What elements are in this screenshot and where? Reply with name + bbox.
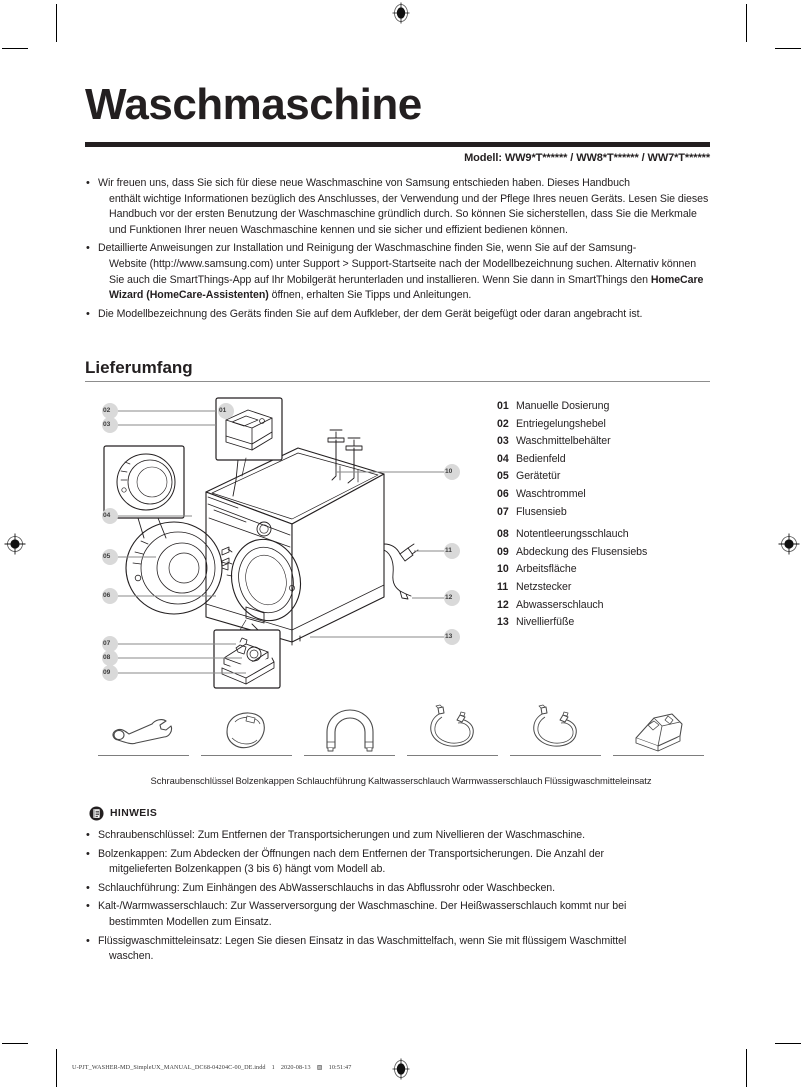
washing-machine-line-art xyxy=(96,392,466,692)
intro-bullet-2-rest-post: öffnen, erhalten Sie Tipps und Anleitungen. xyxy=(268,289,472,302)
legend-number: 08 xyxy=(497,528,509,541)
registration-mark-icon xyxy=(4,533,26,555)
legend-label: Abdeckung des Flusensiebs xyxy=(516,545,648,558)
footer-page-number: 1 xyxy=(271,1064,275,1071)
note-header xyxy=(89,806,157,821)
accessory-underline xyxy=(407,755,498,756)
bullet-dot-icon: • xyxy=(86,934,90,947)
callout-04: 04 xyxy=(103,512,111,519)
legend-label: Manuelle Dosierung xyxy=(516,400,610,412)
callout-12: 12 xyxy=(445,594,453,601)
bullet-dot-icon: • xyxy=(86,829,90,841)
legend-item-09 xyxy=(497,544,707,562)
accessory-label-hose-guide: Schlauchführung xyxy=(296,775,366,786)
bolt-cap-icon xyxy=(217,708,277,752)
callout-06: 06 xyxy=(103,592,111,599)
callout-01: 01 xyxy=(219,407,227,414)
hose-guide-icon xyxy=(317,706,383,752)
legend-number: 03 xyxy=(497,435,509,448)
legend-number: 11 xyxy=(497,580,509,593)
legend-item-08 xyxy=(497,526,707,544)
accessory-label-hot-water-hose: Warmwasserschlauch xyxy=(451,775,543,786)
accessory-label-row xyxy=(92,775,710,786)
legend-item-05 xyxy=(497,468,707,486)
note-item-1-lead: Schraubenschlüssel: Zum Entfernen der Transportsicherungen und zum Nivellieren der Waschmaschine. xyxy=(98,829,586,841)
footer-date: 2020-08-13 xyxy=(280,1064,311,1071)
legend-label: Gerätetür xyxy=(516,470,561,483)
note-bullet-list xyxy=(85,828,710,968)
legend-item-04 xyxy=(497,451,707,469)
callout-05: 05 xyxy=(103,553,111,560)
legend-number: 07 xyxy=(497,505,509,518)
legend-label: Bedienfeld xyxy=(516,452,566,465)
legend-number: 13 xyxy=(497,616,509,629)
parts-legend-list xyxy=(497,398,707,632)
section-heading-lieferumfang: Lieferumfang xyxy=(85,358,193,377)
note-item-3 xyxy=(85,881,710,897)
footer-time: 10:51:47 xyxy=(328,1064,352,1071)
bullet-dot-icon: • xyxy=(86,242,90,255)
intro-bullet-2 xyxy=(85,241,713,303)
registration-mark-icon xyxy=(778,533,800,555)
intro-bullet-2-rest xyxy=(98,257,713,304)
legend-number: 02 xyxy=(497,417,509,430)
bullet-dot-icon: • xyxy=(86,307,90,320)
legend-item-03 xyxy=(497,433,707,451)
note-item-1 xyxy=(85,828,710,844)
accessory-hot-water-hose xyxy=(504,700,607,756)
callout-09: 09 xyxy=(103,669,111,676)
accessory-label-wrench: Schraubenschlüssel xyxy=(150,775,234,786)
legend-item-06 xyxy=(497,486,707,504)
accessory-hose-guide xyxy=(298,700,401,756)
legend-label: Waschtrommel xyxy=(516,487,586,500)
intro-bullet-3-lead: Die Modellbezeichnung des Geräts finden Sie auf dem Aufkleber, der dem Gerät beigefügt oder daran angebracht ist. xyxy=(98,307,643,320)
legend-item-11 xyxy=(497,579,707,597)
intro-bullet-1 xyxy=(85,176,713,238)
registration-mark-icon xyxy=(390,2,412,24)
accessory-underline xyxy=(510,755,601,756)
legend-label: Abwasserschlauch xyxy=(516,598,604,611)
legend-label: Waschmittelbehälter xyxy=(516,435,611,448)
bullet-dot-icon: • xyxy=(86,177,90,189)
callout-13: 13 xyxy=(445,633,453,640)
legend-item-12 xyxy=(497,597,707,615)
intro-bullet-1-lead: Wir freuen uns, dass Sie sich für diese neue Waschmaschine von Samsung entschieden haben. Dieses Handbuch xyxy=(98,177,630,189)
crop-mark-bottom-left-vertical xyxy=(56,1049,57,1087)
crop-mark-bottom-right-horizontal xyxy=(775,1043,801,1044)
section-divider xyxy=(85,381,710,382)
legend-item-02 xyxy=(497,416,707,434)
model-number-line: Modell: WW9*T****** / WW8*T****** / WW7*T****** xyxy=(464,152,710,164)
crop-mark-bottom-right-vertical xyxy=(746,1049,747,1087)
accessory-underline xyxy=(304,755,395,756)
crop-mark-top-left-horizontal xyxy=(2,48,28,49)
accessory-label-cold-water-hose: Kaltwasserschlauch xyxy=(367,775,450,786)
legend-number: 09 xyxy=(497,545,509,558)
note-item-3-lead: Schlauchführung: Zum Einhängen des AbWasserschlauchs in das Abflussrohr oder Waschbecken. xyxy=(98,881,556,894)
intro-bullet-3 xyxy=(85,307,713,323)
note-item-5-lead: Flüssigwaschmitteleinsatz: Legen Sie diesen Einsatz in das Waschmittelfach, wenn Sie mit flüssigem Waschmittel xyxy=(98,934,627,947)
accessories-strip xyxy=(92,700,710,786)
intro-bullet-2-lead: Detaillierte Anweisungen zur Installation und Reinigung der Waschmaschine finden Sie, wenn Sie auf der Samsung- xyxy=(98,242,637,255)
legend-number: 04 xyxy=(497,452,509,465)
intro-bullet-1-rest: enthält wichtige Informationen bezüglich des Anschlusses, der Verwendung und der Pflege Ihres neuen Geräts. Lesen Sie dieses Handbuch vor der ersten Benutzung der Waschmaschine gründlich durch. So können Sie sicherstellen, dass Sie die Merkmale und Funktionen Ihrer neuen Waschmaschine kennen und sie sicher und effizient bedienen können. xyxy=(109,192,709,236)
liquid-detergent-insert-icon xyxy=(628,708,690,752)
callout-07: 07 xyxy=(103,640,111,647)
legend-item-13 xyxy=(497,614,707,632)
washing-machine-diagram xyxy=(96,392,466,692)
callout-08: 08 xyxy=(103,654,111,661)
callout-02: 02 xyxy=(103,407,111,414)
footer-glyph-icon: ▨ xyxy=(316,1064,323,1071)
legend-number: 12 xyxy=(497,598,509,611)
page-title: Waschmaschine xyxy=(85,80,422,129)
bullet-dot-icon: • xyxy=(86,847,90,860)
cold-water-hose-icon xyxy=(421,704,485,752)
legend-item-10 xyxy=(497,561,707,579)
legend-label: Netzstecker xyxy=(516,580,572,593)
note-item-4-rest: bestimmten Modellen zum Einsatz. xyxy=(109,915,272,928)
accessory-underline xyxy=(613,755,704,756)
bullet-dot-icon: • xyxy=(86,900,90,913)
note-item-2 xyxy=(85,847,710,878)
note-item-2-rest: mitgelieferten Bolzenkappen (3 bis 6) hängt vom Modell ab. xyxy=(109,863,386,876)
legend-number: 01 xyxy=(497,400,509,412)
legend-label: Entriegelungshebel xyxy=(516,417,606,430)
callout-10: 10 xyxy=(445,468,453,475)
accessory-cold-water-hose xyxy=(401,700,504,756)
note-item-4-lead: Kalt-/Warmwasserschlauch: Zur Wasserversorgung der Waschmaschine. Der Heißwasserschlauch kommt nur bei xyxy=(98,900,627,913)
note-title: HINWEIS xyxy=(110,808,158,819)
intro-bullet-list xyxy=(85,176,713,325)
registration-mark-icon xyxy=(390,1058,412,1080)
note-document-icon xyxy=(89,806,104,821)
callout-03: 03 xyxy=(103,421,111,428)
legend-number: 10 xyxy=(497,563,509,576)
callout-11: 11 xyxy=(445,547,452,554)
legend-item-01 xyxy=(497,398,707,416)
legend-label: Flusensieb xyxy=(516,505,567,518)
accessory-label-liquid-detergent-insert: Flüssigwaschmitteleinsatz xyxy=(544,775,652,786)
accessory-underline xyxy=(98,755,189,756)
accessory-wrench xyxy=(92,700,195,756)
note-item-5 xyxy=(85,934,710,965)
note-item-4 xyxy=(85,899,710,930)
legend-label: Arbeitsfläche xyxy=(516,563,577,576)
note-item-5-rest: waschen. xyxy=(109,950,154,963)
homecare-wizard-emphasis: HomeCare Wizard (HomeCare-Assistenten) xyxy=(109,273,704,302)
wrench-icon xyxy=(108,712,180,752)
note-item-2-lead: Bolzenkappen: Zum Abdecken der Öffnungen nach dem Entfernen der Transportsicherungen. Die Anzahl der xyxy=(98,847,604,860)
accessory-label-bolt-caps: Bolzenkappen xyxy=(235,775,295,786)
crop-mark-bottom-left-horizontal xyxy=(2,1043,28,1044)
legend-label: Nivellierfüße xyxy=(516,616,575,629)
hot-water-hose-icon xyxy=(524,704,588,752)
legend-number: 05 xyxy=(497,470,509,483)
legend-item-07 xyxy=(497,504,707,522)
legend-number: 06 xyxy=(497,487,509,500)
print-footer xyxy=(72,1064,351,1071)
bullet-dot-icon: • xyxy=(86,881,90,894)
accessory-bolt-caps xyxy=(195,700,298,756)
footer-filename: U-PJT_WASHER-MD_SimpleUX_MANUAL_DC68-04204C-00_DE.indd xyxy=(72,1064,266,1071)
accessory-underline xyxy=(201,755,292,756)
title-divider xyxy=(85,142,710,147)
legend-label: Notentleerungsschlauch xyxy=(516,528,629,541)
intro-bullet-2-rest-pre: Website (http://www.samsung.com) unter Support > Support-Startseite nach der Modellbezeichnung suchen. Alternativ können Sie auch die SmartThings-App auf Ihr Mobilgerät herunterladen und installieren. Wenn Sie dann in SmartThings den xyxy=(109,257,697,286)
crop-mark-top-right-horizontal xyxy=(775,48,801,49)
accessory-liquid-detergent-insert xyxy=(607,700,710,756)
crop-mark-top-left-vertical xyxy=(56,4,57,42)
crop-mark-top-right-vertical xyxy=(746,4,747,42)
